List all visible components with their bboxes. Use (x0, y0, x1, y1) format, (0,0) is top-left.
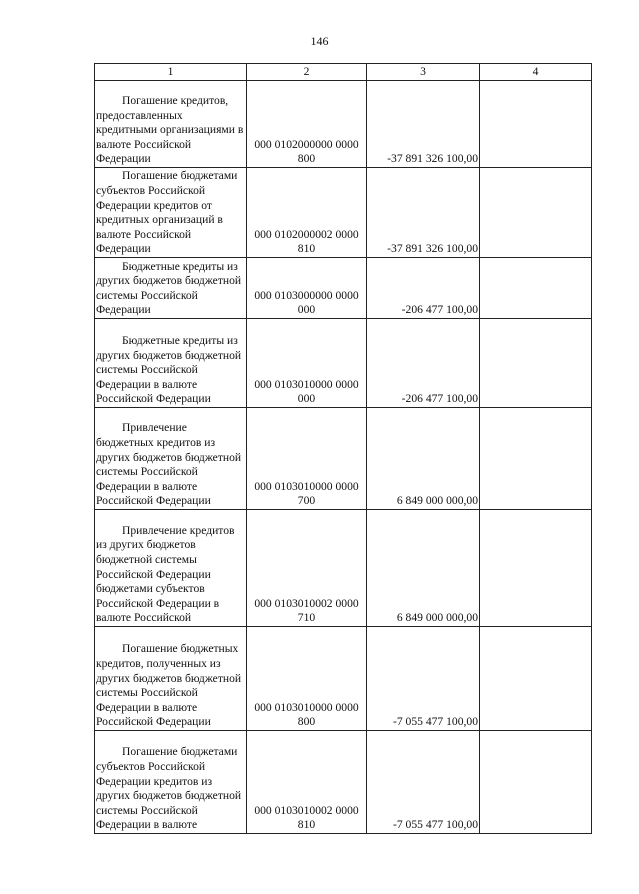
row-code-cell: 000 0103010002 0000 710 (247, 510, 367, 627)
row-amount-cell: 6 849 000 000,00 (367, 408, 480, 510)
row-amount-cell: 6 849 000 000,00 (367, 510, 480, 627)
row-name-cell: Привлечение бюджетных кредитов из других бюджетов бюджетной системы Российской Федерации в валюте Российской Федерации (95, 408, 247, 510)
row-code-cell: 000 0103010002 0000 810 (247, 731, 367, 834)
row-name-cell: Привлечение кредитов из других бюджетов бюджетной системы Российской Федерации бюджетами субъектов Российской Федерации в валюте Российской (95, 510, 247, 627)
row-code-cell: 000 0103010000 0000 700 (247, 408, 367, 510)
table-row (95, 408, 592, 510)
row-name-cell: Погашение бюджетами субъектов Российской Федерации кредитов от кредитных организаций в валюте Российской Федерации (95, 168, 247, 258)
row-empty-cell (480, 408, 592, 510)
table-header-row (95, 64, 592, 81)
row-amount-cell: -37 891 326 100,00 (367, 168, 480, 258)
column-header-3: 3 (367, 64, 480, 81)
row-code-cell: 000 0102000002 0000 810 (247, 168, 367, 258)
row-empty-cell (480, 319, 592, 408)
table-row (95, 168, 592, 258)
row-name-cell: Бюджетные кредиты из других бюджетов бюджетной системы Российской Федерации в валюте Российской Федерации (95, 319, 247, 408)
row-name-cell: Погашение бюджетами субъектов Российской Федерации кредитов из других бюджетов бюджетной системы Российской Федерации в валюте (95, 731, 247, 834)
row-amount-cell: -37 891 326 100,00 (367, 81, 480, 168)
row-empty-cell (480, 510, 592, 627)
table-row (95, 81, 592, 168)
row-name-cell: Погашение кредитов, предоставленных кредитными организациями в валюте Российской Федерации (95, 81, 247, 168)
table-row (95, 627, 592, 731)
table-row (95, 258, 592, 319)
budget-sources-table (94, 63, 592, 834)
row-amount-cell: -7 055 477 100,00 (367, 627, 480, 731)
row-empty-cell (480, 731, 592, 834)
row-empty-cell (480, 81, 592, 168)
row-code-cell: 000 0103010000 0000 000 (247, 319, 367, 408)
row-code-cell: 000 0103010000 0000 800 (247, 627, 367, 731)
page-number: 146 (310, 34, 329, 48)
table-row (95, 731, 592, 834)
row-empty-cell (480, 627, 592, 731)
row-empty-cell (480, 258, 592, 319)
column-header-1: 1 (95, 64, 247, 81)
table-row (95, 510, 592, 627)
row-name-cell: Погашение бюджетных кредитов, полученных из других бюджетов бюджетной системы Российской Федерации в валюте Российской Федерации (95, 627, 247, 731)
row-amount-cell: -206 477 100,00 (367, 258, 480, 319)
row-amount-cell: -206 477 100,00 (367, 319, 480, 408)
row-amount-cell: -7 055 477 100,00 (367, 731, 480, 834)
column-header-2: 2 (247, 64, 367, 81)
table-row (95, 319, 592, 408)
column-header-4: 4 (480, 64, 592, 81)
row-name-cell: Бюджетные кредиты из других бюджетов бюджетной системы Российской Федерации (95, 258, 247, 319)
row-code-cell: 000 0102000000 0000 800 (247, 81, 367, 168)
row-empty-cell (480, 168, 592, 258)
row-code-cell: 000 0103000000 0000 000 (247, 258, 367, 319)
